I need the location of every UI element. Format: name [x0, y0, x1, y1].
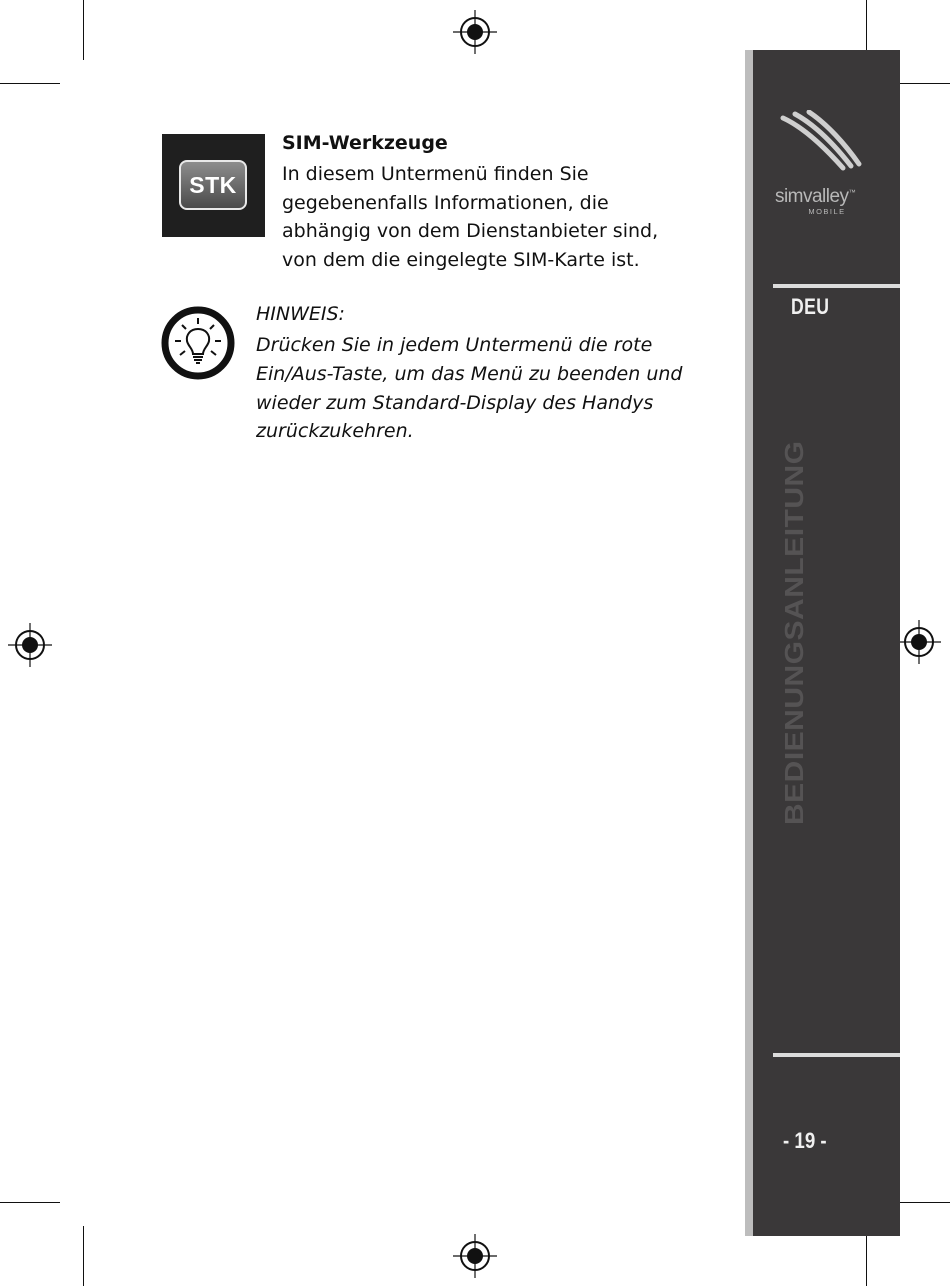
sidebar-divider [773, 1053, 900, 1057]
registration-mark-icon [897, 620, 941, 664]
crop-mark [0, 1202, 60, 1203]
brand-subtitle: MOBILE [808, 207, 846, 216]
trademark-symbol: ™ [848, 189, 856, 197]
registration-mark-icon [8, 623, 52, 667]
note-label: HINWEIS: [256, 303, 345, 325]
section-body [282, 160, 722, 274]
note-line: wieder zum Standard-Display des Handys [256, 391, 654, 414]
manual-title-vertical: BEDIENUNGSANLEITUNG [781, 440, 810, 825]
stk-icon-label: STK [189, 171, 237, 198]
crop-mark [83, 1226, 84, 1286]
language-label: DEU [791, 294, 830, 319]
note-line: Drücken Sie in jedem Untermenü die rote [256, 334, 653, 356]
note-line: Ein/Aus-Taste, um das Menü zu beenden und [256, 362, 683, 385]
brand-name: simvalley™ [774, 186, 856, 207]
sidebar [753, 50, 900, 1236]
crop-mark [83, 0, 84, 60]
registration-mark-icon [453, 10, 497, 54]
page-number: - 19 - [783, 1128, 827, 1153]
stk-icon-badge [179, 160, 247, 210]
body-line: abhängig von dem Dienstanbieter sind, [282, 220, 659, 242]
section-title: SIM-Werkzeuge [282, 132, 448, 154]
note-body [256, 331, 706, 446]
stk-app-icon [162, 134, 265, 237]
registration-mark-icon [453, 1234, 497, 1278]
sidebar-divider [773, 284, 900, 288]
body-line: In diesem Untermenü finden Sie [282, 163, 589, 185]
lightbulb-icon [160, 305, 236, 381]
crop-mark [0, 83, 60, 84]
body-line: von dem die eingelegte SIM-Karte ist. [282, 248, 640, 271]
body-line: gegebenenfalls Informationen, die [282, 191, 609, 214]
note-line: zurückzukehren. [256, 420, 414, 443]
